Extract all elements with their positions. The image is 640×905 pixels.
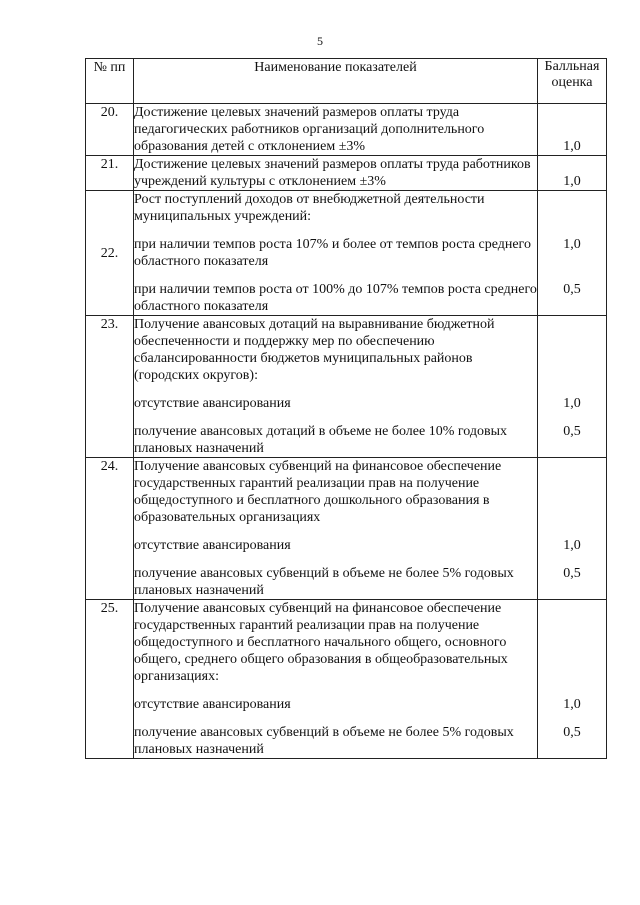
score-value: 1,0 [563, 174, 581, 189]
indicator-option-text: отсутствие авансирования [134, 697, 291, 712]
score-value: 0,5 [563, 566, 581, 581]
row-indicator [134, 156, 538, 191]
indicator-option-text: получение авансовых субвенций в объеме не более 5% годовых плановых назначений [134, 566, 514, 598]
row-number: 24. [86, 458, 134, 600]
score-value: 0,5 [563, 282, 581, 297]
indicator-text: Рост поступлений доходов от внебюджетной деятельности муниципальных учреждений: [134, 192, 485, 224]
table-header-row [86, 59, 607, 104]
row-score [538, 156, 607, 191]
row-indicator [134, 104, 538, 156]
indicator-option-text: при наличии темпов роста от 100% до 107% темпов роста среднего областного показателя [134, 282, 537, 314]
row-indicator [134, 600, 538, 759]
row-score [538, 458, 607, 600]
row-number: 22. [86, 191, 134, 316]
row-number: 25. [86, 600, 134, 759]
row-score [538, 104, 607, 156]
table-row [86, 600, 607, 759]
indicator-text: Достижение целевых значений размеров оплаты труда педагогических работников организаций дополнительного образования детей с отклонением ±3% [134, 105, 485, 154]
table-row [86, 156, 607, 191]
row-number: 21. [86, 156, 134, 191]
score-value: 0,5 [563, 725, 581, 740]
score-value: 0,5 [563, 424, 581, 439]
table-row [86, 458, 607, 600]
row-score [538, 316, 607, 458]
page-number: 5 [317, 34, 323, 48]
row-number: 20. [86, 104, 134, 156]
indicator-text: Получение авансовых дотаций на выравнивание бюджетной обеспеченности и поддержку мер по обеспечению сбалансированности бюджетов муниципальных районов (городских округов): [134, 317, 495, 383]
row-indicator [134, 458, 538, 600]
row-score [538, 191, 607, 316]
header-number: № пп [86, 59, 134, 104]
score-value: 1,0 [563, 697, 581, 712]
indicator-text: Получение авансовых субвенций на финансовое обеспечение государственных гарантий реализации прав на получение общедоступного и бесплатного дошкольного образования в образовательных организациях [134, 459, 502, 525]
header-score: Балльная оценка [538, 59, 607, 104]
table-row [86, 104, 607, 156]
indicator-option-text: получение авансовых субвенций в объеме не более 5% годовых плановых назначений [134, 725, 514, 757]
table-row [86, 316, 607, 458]
score-value: 1,0 [563, 237, 581, 252]
indicator-text: Достижение целевых значений размеров оплаты труда работников учреждений культуры с отклонением ±3% [134, 157, 531, 189]
indicators-table [85, 58, 607, 759]
score-value: 1,0 [563, 538, 581, 553]
indicator-option-text: получение авансовых дотаций в объеме не более 10% годовых плановых назначений [134, 424, 508, 456]
header-indicator-name: Наименование показателей [134, 59, 538, 104]
score-value: 1,0 [563, 139, 581, 154]
indicator-option-text: отсутствие авансирования [134, 396, 291, 411]
indicator-text: Получение авансовых субвенций на финансовое обеспечение государственных гарантий реализации прав на получение общедоступного и бесплатного начального общего, основного общего, среднего общего образования в общеобразовательных организациях: [134, 601, 508, 684]
row-number: 23. [86, 316, 134, 458]
row-indicator [134, 191, 538, 316]
row-indicator [134, 316, 538, 458]
indicator-option-text: отсутствие авансирования [134, 538, 291, 553]
score-value: 1,0 [563, 396, 581, 411]
row-score [538, 600, 607, 759]
indicator-option-text: при наличии темпов роста 107% и более от темпов роста среднего областного показателя [134, 237, 531, 269]
table-row [86, 191, 607, 316]
